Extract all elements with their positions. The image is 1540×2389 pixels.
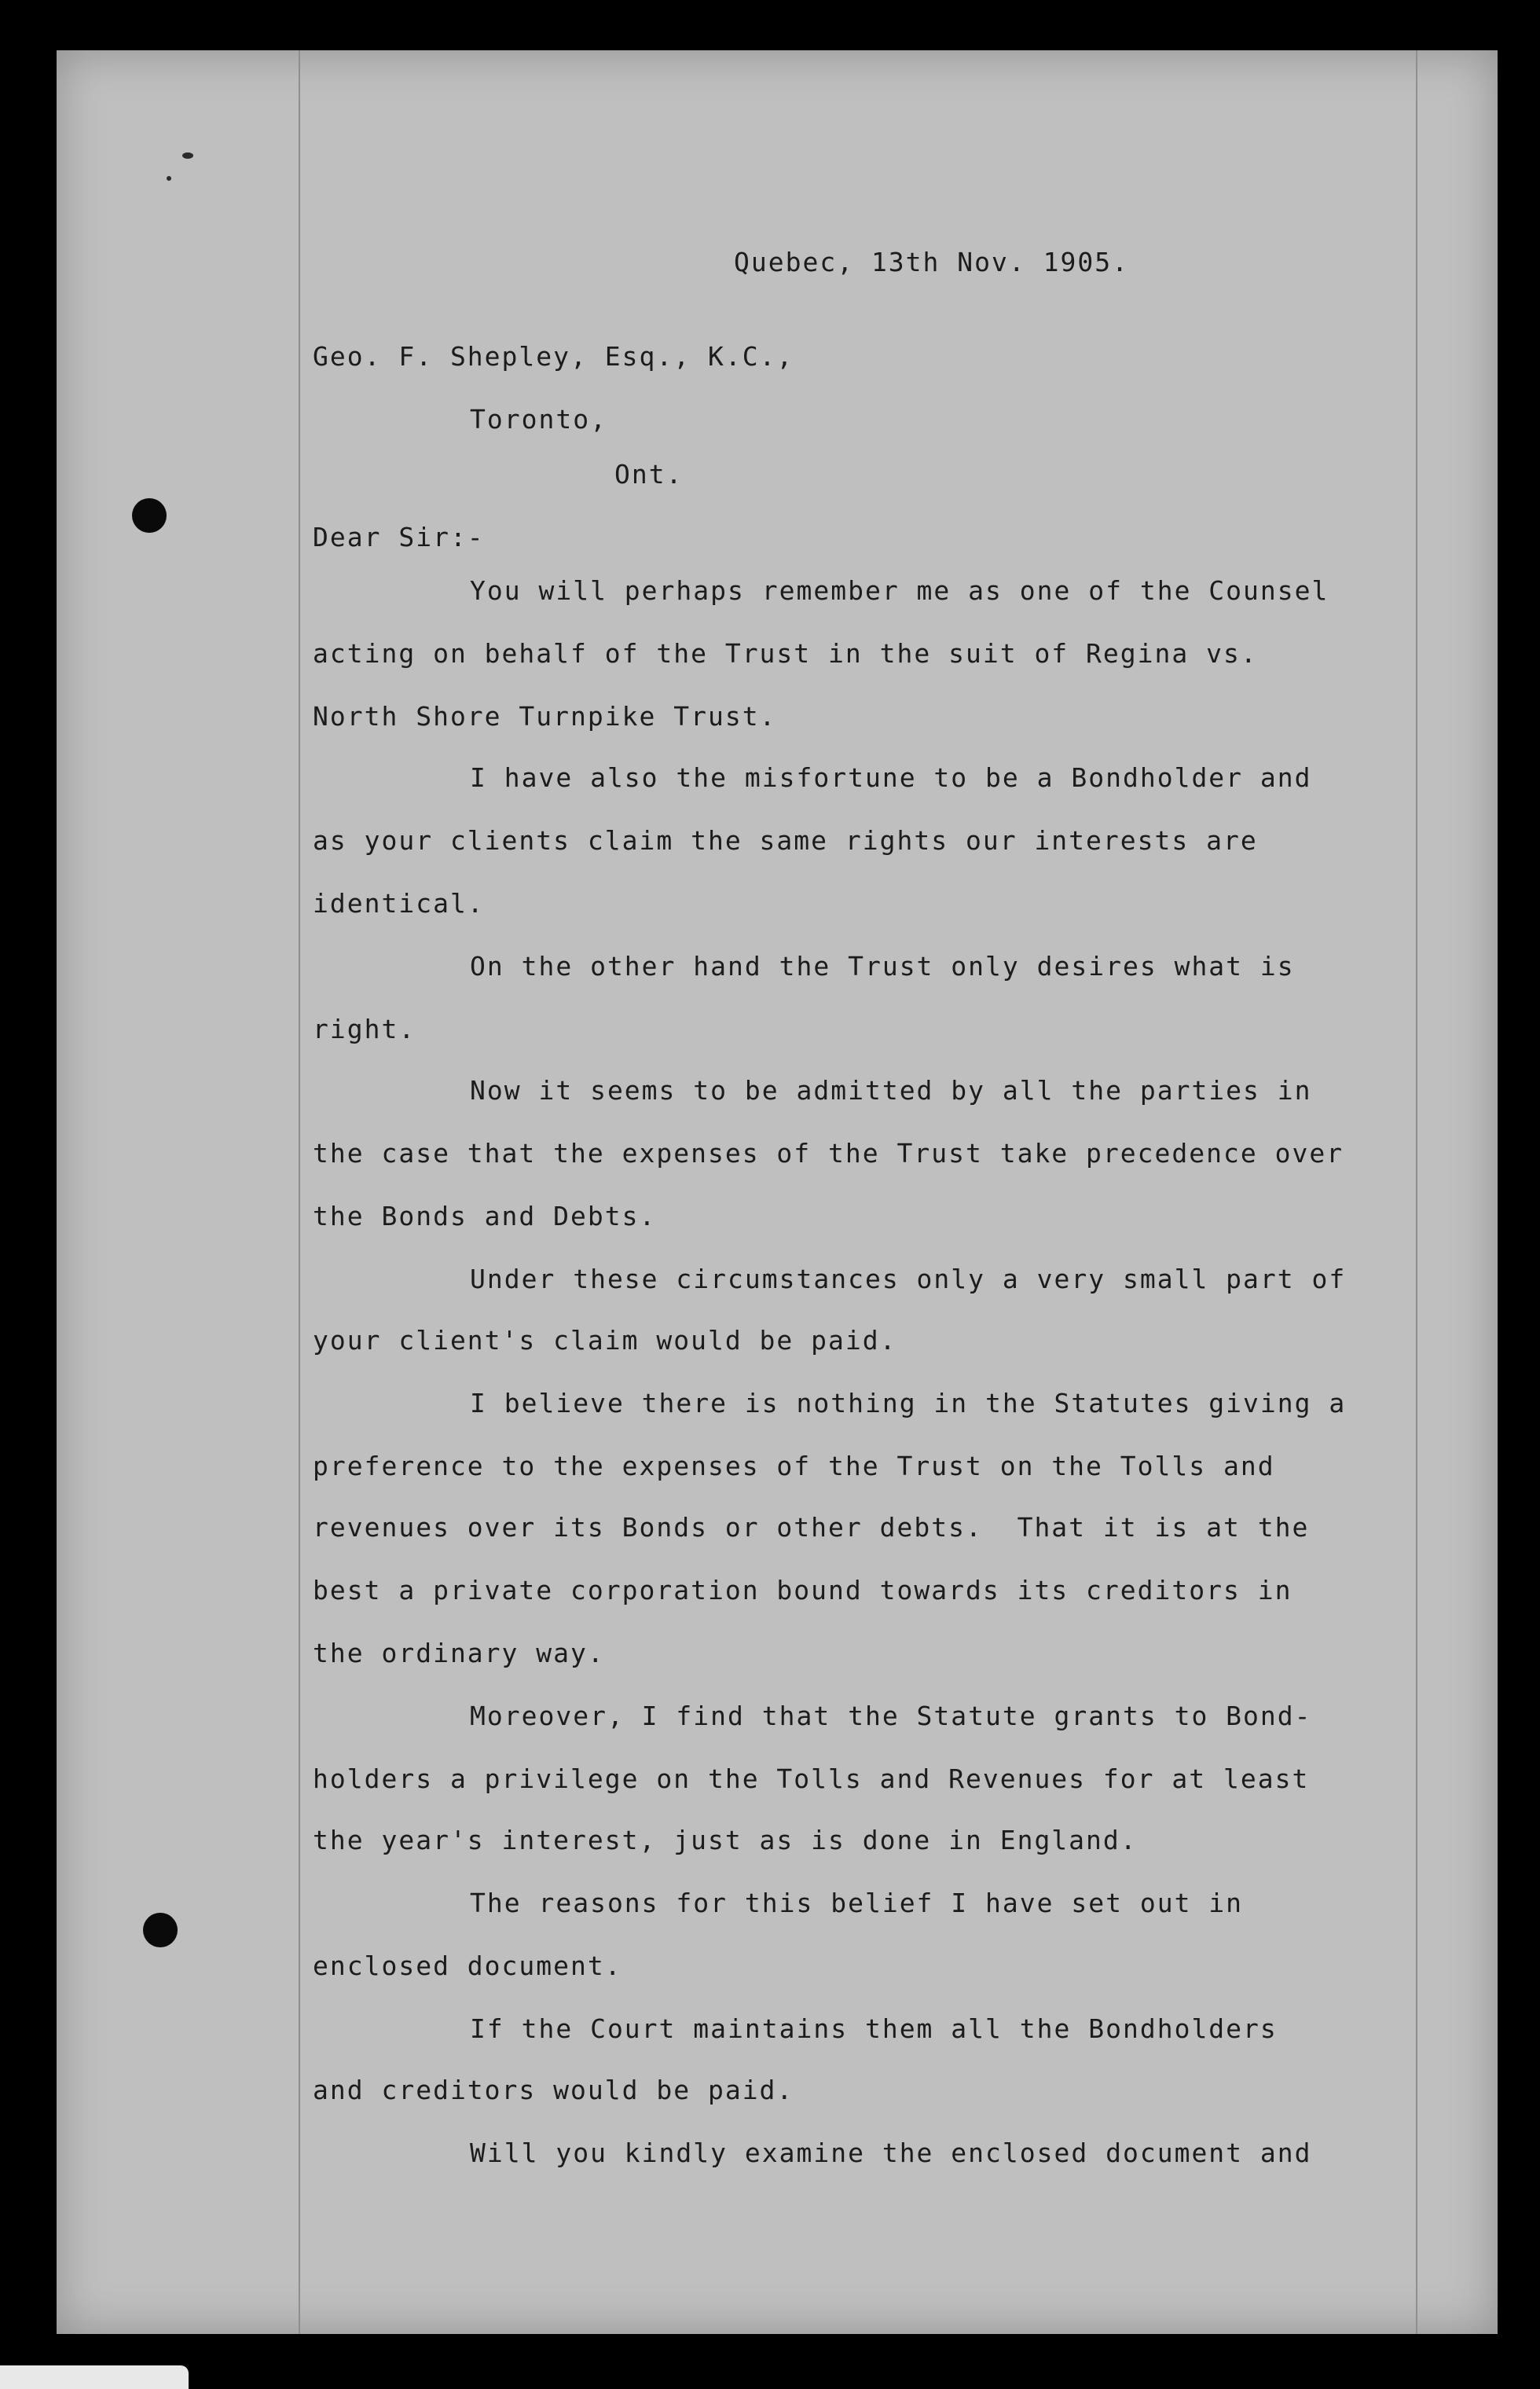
body-line: right. [313,1014,416,1044]
body-line: your client's claim would be paid. [313,1325,897,1356]
body-line: the year's interest, just as is done in England. [313,1825,1138,1855]
body-line: identical. [313,888,485,919]
salutation: Dear Sir:- [313,522,485,552]
letter-page [57,50,1498,2334]
body-line: I believe there is nothing in the Statutes giving a [470,1388,1347,1418]
body-line: You will perhaps remember me as one of the Counsel [470,575,1329,606]
film-label-tab [0,2365,189,2389]
body-line: the ordinary way. [313,1638,605,1668]
body-line: and creditors would be paid. [313,2075,794,2105]
body-line: Under these circumstances only a very small part of [470,1264,1347,1294]
body-line: best a private corporation bound towards its creditors in [313,1575,1292,1606]
date-line: Quebec, 13th Nov. 1905. [734,247,1129,277]
body-line: Now it seems to be admitted by all the parties in [470,1075,1312,1106]
body-line: preference to the expenses of the Trust on the Tolls and [313,1451,1275,1481]
body-line: holders a privilege on the Tolls and Revenues for at least [313,1763,1310,1794]
body-line: Moreover, I find that the Statute grants to Bond- [470,1701,1312,1731]
body-line: If the Court maintains them all the Bondholders [470,2013,1278,2044]
body-line: Will you kindly examine the enclosed document and [470,2138,1312,2168]
body-line: I have also the misfortune to be a Bondholder and [470,762,1312,793]
body-line: the Bonds and Debts. [313,1201,657,1231]
addressee-province: Ont. [614,459,684,490]
body-line: North Shore Turnpike Trust. [313,701,777,732]
body-line: enclosed document. [313,1950,622,1981]
body-line: as your clients claim the same rights our interests are [313,825,1258,856]
body-line: revenues over its Bonds or other debts. That it is at the [313,1512,1310,1543]
addressee-city: Toronto, [470,404,607,435]
body-line: the case that the expenses of the Trust take precedence over [313,1138,1344,1169]
letter-text [57,50,1498,2334]
body-line: acting on behalf of the Trust in the suit of Regina vs. [313,638,1258,669]
body-line: The reasons for this belief I have set out in [470,1888,1244,1918]
addressee-name: Geo. F. Shepley, Esq., K.C., [313,341,794,372]
body-line: On the other hand the Trust only desires what is [470,951,1295,982]
